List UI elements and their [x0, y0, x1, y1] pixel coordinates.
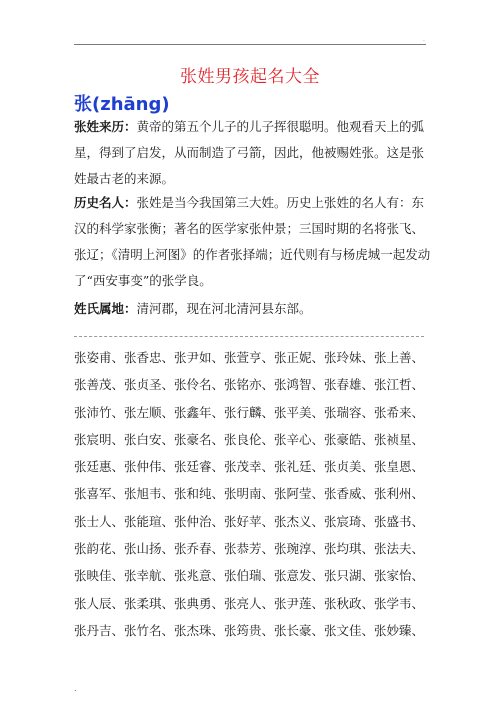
origin-text: 黄帝的第五个儿子的儿子挥很聪明。他观看天上的弧星，得到了启发，从而制造了弓箭，因此，他被赐姓张。这是张姓最古老的来源。 — [74, 119, 425, 186]
place-text: 清河郡，现在河北清河县东部。 — [136, 301, 312, 316]
surname-heading: 张(zhāng) — [74, 94, 170, 115]
name-row: 张姿甫、张香忠、张尹如、张萱亨、张正妮、张玲妹、张上善、 — [74, 350, 425, 365]
famous-people-paragraph — [74, 190, 434, 294]
name-row: 张映佳、张幸航、张兆意、张伯瑞、张意发、张只湖、张家怡、 — [74, 568, 425, 584]
name-row: 张廷惠、张仲伟、张廷睿、张茂幸、张礼廷、张贞美、张皇恩、 — [74, 459, 425, 475]
page-title: 张姓男孩起名大全 — [180, 67, 320, 87]
place-label: 姓氏属地： — [74, 301, 137, 316]
header-rule — [74, 44, 426, 45]
name-list — [74, 344, 434, 644]
name-row: 张喜军、张旭韦、张和纯、张明南、张阿莹、张香威、张利州、 — [74, 486, 425, 502]
footer-mark: . — [74, 684, 77, 693]
name-row: 张丹吉、张竹名、张杰珠、张筠贵、张长豪、张文佳、张妙臻、 — [74, 622, 425, 638]
name-row: 张沛竹、张左顺、张鑫年、张行麟、张平美、张瑞容、张希来、 — [74, 404, 425, 420]
name-row: 张宸明、张白安、张豪名、张良伦、张辛心、张豪皓、张祯星、 — [74, 431, 425, 447]
name-row: 张人辰、张柔琪、张典勇、张亮人、张尹莲、张秋政、张学韦、 — [74, 595, 425, 611]
place-paragraph — [74, 296, 434, 322]
origin-label: 张姓来历： — [74, 119, 137, 134]
section-divider — [74, 336, 424, 337]
name-row: 张士人、张能瑄、张仲治、张好苹、张杰义、张宸琦、张盛书、 — [74, 513, 425, 529]
corner-mark: . — [423, 36, 425, 43]
name-row: 张韵花、张山扬、张乔春、张恭芳、张琬淳、张均琪、张法夫、 — [74, 541, 425, 557]
famous-label: 历史名人： — [74, 195, 137, 210]
famous-text: 张姓是当今我国第三大姓。历史上张姓的名人有：东汉的科学家张衡；著名的医学家张仲景；三国时期的名将张飞、张辽；《清明上河图》的作者张择端；近代则有与杨虎城一起发动了“西安事变”的张学良。 — [74, 195, 431, 288]
origin-paragraph — [74, 114, 434, 192]
name-row: 张善茂、张贞圣、张伶名、张铭亦、张鸿智、张春雄、张江哲、 — [74, 377, 425, 393]
